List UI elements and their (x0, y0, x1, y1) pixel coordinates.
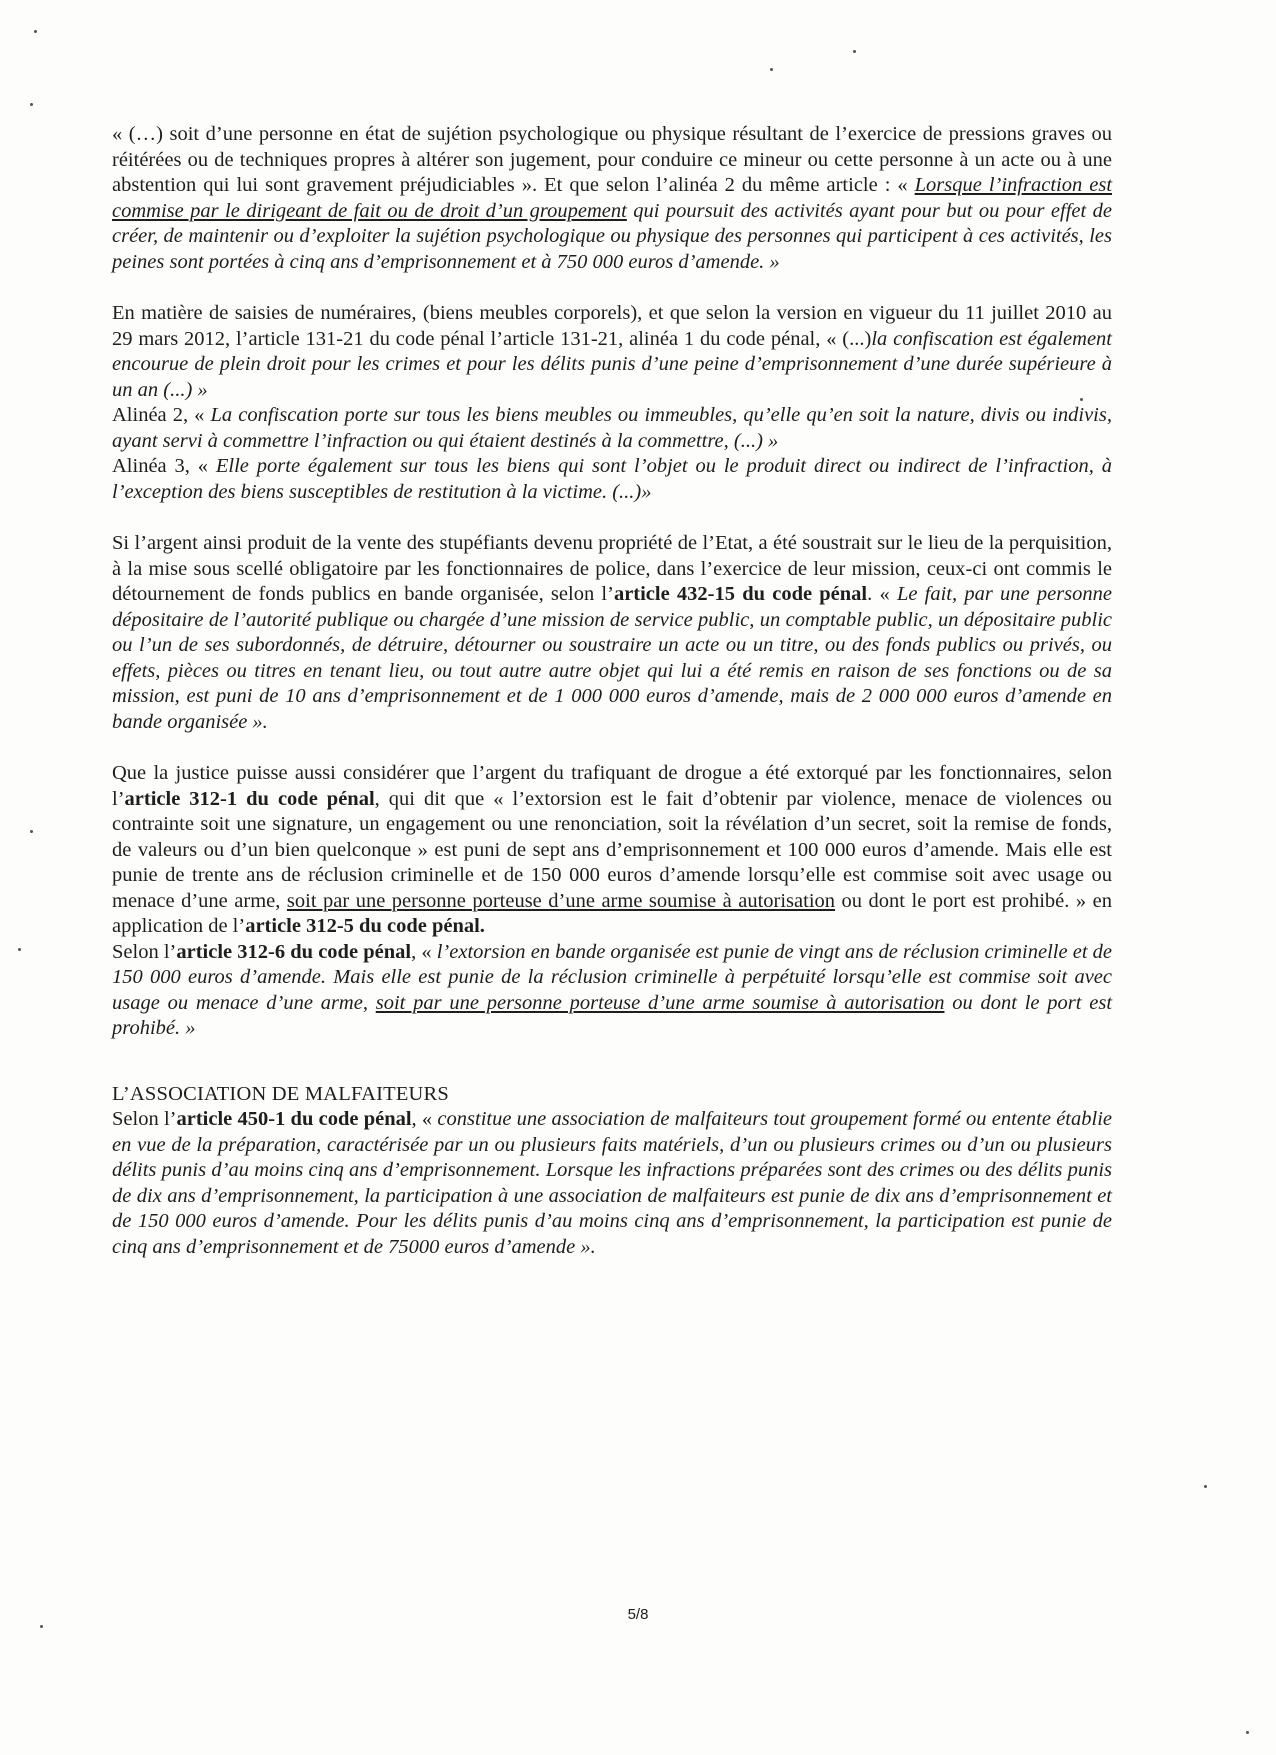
text-span: , qui dit que « l’extorsion est le fait d’obtenir par violence, menace de violences ou contrainte soit une signature, un engagement ou une renonciation, soit la révélation d’un secret, soit la remise de fonds, de valeurs ou d’un bien quelconque » est puni de sept ans d’emprisonnement et 100 000 euros d’amende. Mais elle est punie de trente ans de réclusion criminelle et de 150 000 euros d’amende lorsqu’elle est commise soit avec usage ou menace d’une arme, (112, 787, 1113, 912)
text-span: soit par une personne porteuse d’une arme soumise à autorisation (375, 991, 945, 1014)
text-span: Selon l’ (112, 940, 177, 963)
text-span: Selon l’ (112, 1108, 177, 1130)
paragraph-p1 (112, 122, 1112, 275)
text-span: constitue une association de malfaiteurs tout groupement formé ou entente établie en vue de la préparation, caractérisée par un ou plusieurs faits matériels, d’un ou plusieurs crimes ou d’un ou plusieurs délits punis d’au moins cinq ans d’emprisonnement. Lorsque les infractions préparées sont des crimes ou des délits punis de dix ans d’emprisonnement, la participation à une association de malfaiteurs est punie de dix ans d’emprisonnement et de 150 000 euros d’amende. Pour les délits punis d’au moins cinq ans d’emprisonnement, la participation est punie de cinq ans d’emprisonnement et de 75000 euros d’amende ». (112, 1108, 1112, 1258)
scan-speck (34, 30, 37, 33)
paragraph-p3 (112, 403, 1112, 454)
text-span: . « (867, 583, 897, 605)
paragraph-p7 (112, 940, 1112, 1042)
paragraph-p6 (112, 761, 1112, 940)
text-span: En matière de saisies de numéraires, (biens meubles corporels), et que selon la version en vigueur du 11 juillet 2010 au 29 mars 2012, l’article 131-21 du code pénal l’article 131-21, alinéa 1 du code pénal, « (...) (112, 302, 1112, 350)
page-number: 5/8 (627, 1606, 649, 1623)
text-span: l’extorsion en bande organisée est punie de vingt ans de réclusion criminelle et de 150 000 euros d’amende. Mais elle est punie de la réclusion criminelle à perpétuité lorsqu’elle est commise soit avec usage ou menace d’une arme, (112, 940, 1113, 1014)
text-span: article 312-5 du code pénal. (245, 915, 485, 937)
text-span: article 432-15 du code pénal (613, 583, 868, 605)
text-span: article 450-1 du code pénal (176, 1108, 412, 1130)
scan-speck (30, 830, 33, 833)
text-span: Le fait, par une personne dépositaire de l’autorité publique ou chargée d’une mission de service public, un comptable public, un dépositaire public ou l’un de ses subordonnés, de détruire, détourner ou soustraire un acte ou un titre, ou des fonds publics ou privés, ou effets, pièces ou titres en tenant lieu, ou tout autre autre objet qui lui a été remis en raison de ses fonctions ou de sa mission, est puni de 10 ans d’emprisonnement et de 1 000 000 euros d’amende, mais de 2 000 000 euros d’amende en bande organisée ». (112, 583, 1112, 733)
text-span: Alinéa 3, « (112, 455, 216, 477)
text-span: ou dont le port est prohibé. » (112, 991, 1113, 1039)
paragraph-p4 (112, 454, 1112, 505)
paragraph-p5 (112, 531, 1112, 735)
text-span: article 312-1 du code pénal (124, 787, 375, 810)
scan-speck (1204, 1485, 1207, 1488)
text-span: Elle porte également sur tous les biens qui sont l’objet ou le produit direct ou indirect de l’infraction, à l’exception des biens susceptibles de restitution à la victime. (...)» (112, 455, 1112, 503)
section-heading: L’ASSOCIATION DE MALFAITEURS (112, 1082, 450, 1105)
text-span: , « (411, 1108, 438, 1130)
text-span: La confiscation porte sur tous les biens meubles ou immeubles, qu’elle qu’en soit la nature, divis ou indivis, ayant servi à commettre l’infraction ou qui étaient destinés à la commettre, (...) » (112, 404, 1112, 452)
text-span: soit par une personne porteuse d’une arme soumise à autorisation (286, 889, 836, 912)
paragraph-p2 (112, 301, 1112, 403)
scan-speck (770, 68, 773, 71)
text-span: Alinéa 2, « (112, 404, 211, 426)
paragraph-p8 (112, 1107, 1112, 1260)
text-span: ou dont le port est prohibé. » en application de l’ (112, 889, 1112, 937)
paragraph-list (112, 122, 1112, 1042)
scan-speck (853, 50, 856, 53)
text-span: « (…) soit d’une personne en état de sujétion psychologique ou physique résultant de l’exercice de pressions graves ou réitérées ou de techniques propres à altérer son jugement, pour conduire ce mineur ou cette personne à un acte ou à une abstention qui lui sont gravement préjudiciables ». Et que selon l’alinéa 2 du même article : « (112, 123, 1112, 196)
text-span: article 312-6 du code pénal (176, 940, 412, 963)
text-span: Lorsque l’infraction est commise par le dirigeant de fait ou de droit d’un groupement (112, 174, 1113, 222)
scan-speck (30, 103, 33, 106)
scan-speck (1246, 1731, 1249, 1734)
text-span: Si l’argent ainsi produit de la vente des stupéfiants devenu propriété de l’Etat, a été soustrait sur le lieu de la perquisition, à la mise sous scellé obligatoire par les fonctionnaires de police, dans l’exercice de leur mission, ceux-ci ont commis le détournement de fonds publics en bande organisée, selon l’ (112, 532, 1112, 605)
final-paragraph-container (112, 1107, 1112, 1260)
scan-speck (40, 1625, 43, 1628)
text-span: la confiscation est également encourue de plein droit pour les crimes et pour les délits punis d’une peine d’emprisonnement d’une durée supérieure à un an (...) » (112, 327, 1112, 401)
text-span: Que la justice puisse aussi considérer que l’argent du trafiquant de drogue a été extorqué par les fonctionnaires, selon l’ (112, 762, 1112, 810)
text-span: qui poursuit des activités ayant pour but ou pour effet de créer, de maintenir ou d’exploiter la sujétion psychologique ou physique des personnes qui participent à ces activités, les peines sont portées à cinq ans d’emprisonnement et à 750 000 euros d’amende. » (112, 199, 1112, 273)
document-body (112, 122, 1112, 1260)
text-span: , « (411, 940, 437, 963)
scan-speck (18, 948, 21, 951)
